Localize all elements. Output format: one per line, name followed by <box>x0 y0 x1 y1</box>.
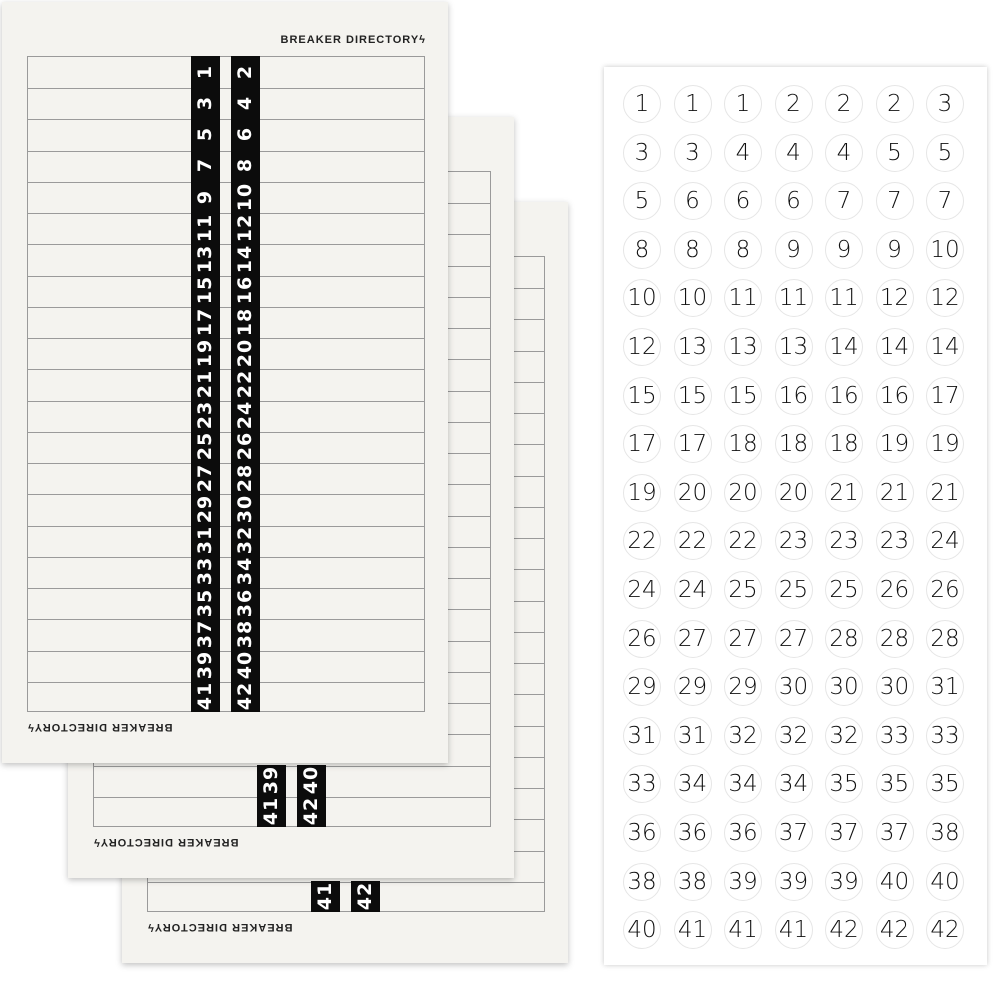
circuit-number-label <box>231 181 260 212</box>
circuit-number: 9 <box>194 189 217 204</box>
card-footer-title <box>93 836 238 848</box>
circuit-number-label <box>311 881 340 912</box>
circuit-number-label <box>231 681 260 712</box>
number-sticker: 39 <box>775 863 813 901</box>
circuit-number-label <box>231 212 260 243</box>
directory-row-line <box>28 151 424 152</box>
number-sticker: 36 <box>674 814 712 852</box>
circuit-number-label <box>231 150 260 181</box>
number-sticker: 20 <box>724 474 762 512</box>
number-sticker: 33 <box>623 765 661 803</box>
directory-row-line <box>94 797 490 798</box>
circuit-number-label <box>231 306 260 337</box>
number-sticker: 26 <box>876 571 914 609</box>
number-sticker: 8 <box>724 231 762 269</box>
circuit-number-label <box>191 150 220 181</box>
number-sticker: 9 <box>825 231 863 269</box>
number-sticker: 15 <box>623 377 661 415</box>
number-sticker: 8 <box>623 231 661 269</box>
number-sticker: 16 <box>825 377 863 415</box>
number-sticker: 42 <box>926 911 964 949</box>
directory-row-line <box>28 338 424 339</box>
number-sticker: 25 <box>775 571 813 609</box>
directory-row-line <box>28 619 424 620</box>
circuit-number: 5 <box>194 126 217 142</box>
card-footer-text: BREAKER DIRECTORY <box>153 921 293 933</box>
number-sticker: 18 <box>775 425 813 463</box>
number-sticker: 40 <box>876 863 914 901</box>
directory-grid <box>27 56 425 712</box>
circuit-number: 40 <box>300 765 323 795</box>
directory-row-line <box>28 651 424 652</box>
number-sticker: 31 <box>674 717 712 755</box>
circuit-number: 2 <box>234 64 257 79</box>
number-sticker: 41 <box>674 911 712 949</box>
number-sticker: 24 <box>674 571 712 609</box>
number-sticker: 17 <box>926 377 964 415</box>
number-sticker: 42 <box>876 911 914 949</box>
circuit-number: 6 <box>234 126 257 142</box>
number-sticker: 17 <box>674 425 712 463</box>
number-sticker: 12 <box>876 279 914 317</box>
directory-row-line <box>28 463 424 464</box>
number-sticker: 1 <box>674 85 712 123</box>
number-sticker: 33 <box>876 717 914 755</box>
number-sticker: 40 <box>623 911 661 949</box>
number-sticker: 4 <box>775 134 813 172</box>
circuit-number: 29 <box>194 494 217 524</box>
directory-row-line <box>28 88 424 89</box>
number-sticker: 25 <box>825 571 863 609</box>
number-sticker: 10 <box>926 231 964 269</box>
number-sticker: 27 <box>775 620 813 658</box>
circuit-number-label <box>191 118 220 149</box>
number-label-strip <box>231 56 260 712</box>
card-footer-text: BREAKER DIRECTORY <box>99 836 239 848</box>
circuit-number-label <box>231 118 260 149</box>
circuit-number: 42 <box>354 882 377 911</box>
number-sticker: 9 <box>775 231 813 269</box>
number-sticker: 9 <box>876 231 914 269</box>
circuit-number-label <box>231 618 260 649</box>
circuit-number-label <box>191 275 220 306</box>
number-sticker: 35 <box>876 765 914 803</box>
circuit-number: 41 <box>194 682 217 711</box>
lightning-bolt-icon: ϟ <box>93 836 100 848</box>
number-sticker: 30 <box>775 668 813 706</box>
number-sticker: 23 <box>876 522 914 560</box>
circuit-number: 39 <box>194 650 217 680</box>
number-sticker: 34 <box>674 765 712 803</box>
number-sticker: 24 <box>926 522 964 560</box>
circuit-number-label <box>231 56 260 87</box>
circuit-number: 1 <box>194 64 217 79</box>
circuit-number-label <box>191 650 220 681</box>
circuit-number-label <box>257 765 286 796</box>
number-sticker: 36 <box>724 814 762 852</box>
circuit-number: 27 <box>194 463 217 492</box>
directory-row-line <box>94 766 490 767</box>
circuit-number-label <box>191 525 220 556</box>
directory-row-line <box>148 882 544 883</box>
circuit-number-label <box>191 681 220 712</box>
number-sticker: 2 <box>876 85 914 123</box>
number-sticker: 3 <box>926 85 964 123</box>
number-sticker: 32 <box>825 717 863 755</box>
circuit-number: 18 <box>234 307 257 336</box>
number-sticker: 32 <box>775 717 813 755</box>
number-sticker: 14 <box>926 328 964 366</box>
directory-row-line <box>28 588 424 589</box>
circuit-number: 19 <box>194 338 217 367</box>
card-title <box>281 34 426 46</box>
number-sticker: 32 <box>724 717 762 755</box>
number-sticker: 24 <box>623 571 661 609</box>
circuit-number: 32 <box>234 525 257 555</box>
number-sticker: 5 <box>926 134 964 172</box>
number-sticker: 19 <box>926 425 964 463</box>
number-sticker: 30 <box>825 668 863 706</box>
number-sticker: 27 <box>674 620 712 658</box>
circuit-number: 37 <box>194 619 217 649</box>
circuit-number: 25 <box>194 432 217 461</box>
number-sticker: 6 <box>775 182 813 220</box>
number-sticker: 1 <box>724 85 762 123</box>
number-sticker: 28 <box>825 620 863 658</box>
number-sticker: 7 <box>876 182 914 220</box>
circuit-number-label <box>231 337 260 368</box>
circuit-number: 41 <box>260 797 283 826</box>
circuit-number: 42 <box>300 797 323 826</box>
circuit-number-label <box>231 400 260 431</box>
number-sticker: 6 <box>724 182 762 220</box>
number-sticker: 11 <box>825 279 863 317</box>
number-sticker: 25 <box>724 571 762 609</box>
circuit-number: 7 <box>194 158 217 173</box>
circuit-number-label <box>191 556 220 587</box>
circuit-number-label <box>257 796 286 827</box>
circuit-number: 36 <box>234 588 257 617</box>
number-sticker: 1 <box>623 85 661 123</box>
circuit-number-label <box>191 337 220 368</box>
circuit-number: 40 <box>234 650 257 680</box>
circuit-number: 11 <box>194 213 217 243</box>
number-sticker: 29 <box>623 668 661 706</box>
number-sticker: 15 <box>674 377 712 415</box>
number-sticker: 11 <box>724 279 762 317</box>
circuit-number: 3 <box>194 95 217 110</box>
circuit-number-label <box>191 431 220 462</box>
circuit-number: 10 <box>234 182 257 211</box>
directory-row-line <box>28 526 424 527</box>
number-sticker: 38 <box>623 863 661 901</box>
number-sticker: 10 <box>674 279 712 317</box>
circuit-number-label <box>231 462 260 493</box>
number-sticker: 28 <box>876 620 914 658</box>
circuit-number: 38 <box>234 619 257 649</box>
number-sticker: 36 <box>623 814 661 852</box>
number-sticker: 22 <box>724 522 762 560</box>
circuit-number-label <box>191 368 220 399</box>
number-sticker: 2 <box>825 85 863 123</box>
directory-row-line <box>28 682 424 683</box>
circuit-number: 26 <box>234 432 257 461</box>
circuit-number: 23 <box>194 400 217 430</box>
number-sticker: 5 <box>876 134 914 172</box>
number-sticker: 23 <box>775 522 813 560</box>
directory-row-line <box>28 244 424 245</box>
number-sticker: 13 <box>674 328 712 366</box>
number-sticker: 14 <box>876 328 914 366</box>
number-sticker: 39 <box>825 863 863 901</box>
circuit-number-label <box>191 306 220 337</box>
number-sticker: 21 <box>876 474 914 512</box>
number-sticker: 19 <box>876 425 914 463</box>
circuit-number: 21 <box>194 369 217 399</box>
circuit-number-label <box>231 525 260 556</box>
circuit-number-label <box>231 431 260 462</box>
number-sticker: 28 <box>926 620 964 658</box>
number-sticker: 14 <box>825 328 863 366</box>
directory-row-line <box>28 119 424 120</box>
card-footer-title <box>27 721 172 733</box>
number-sticker: 33 <box>926 717 964 755</box>
circuit-number: 24 <box>234 400 257 430</box>
number-sticker: 41 <box>775 911 813 949</box>
circuit-number: 8 <box>234 158 257 173</box>
number-sticker: 16 <box>876 377 914 415</box>
number-sticker: 35 <box>825 765 863 803</box>
number-sticker: 5 <box>623 182 661 220</box>
number-sticker: 31 <box>623 717 661 755</box>
number-sticker: 39 <box>724 863 762 901</box>
number-sticker: 10 <box>623 279 661 317</box>
circuit-number: 35 <box>194 588 217 617</box>
circuit-number: 28 <box>234 463 257 492</box>
number-sticker: 2 <box>775 85 813 123</box>
number-sticker: 18 <box>724 425 762 463</box>
circuit-number-label <box>191 243 220 274</box>
number-sticker: 11 <box>775 279 813 317</box>
circuit-number-label <box>231 556 260 587</box>
circuit-number: 15 <box>194 276 217 305</box>
number-sticker: 37 <box>876 814 914 852</box>
card-footer-text: BREAKER DIRECTORY <box>33 721 173 733</box>
number-sticker: 41 <box>724 911 762 949</box>
circuit-number: 4 <box>234 95 257 110</box>
number-sticker: 3 <box>674 134 712 172</box>
number-sticker: 37 <box>825 814 863 852</box>
number-sticker: 26 <box>926 571 964 609</box>
circuit-number-label <box>297 796 326 827</box>
circuit-number: 13 <box>194 244 217 274</box>
number-sticker: 21 <box>926 474 964 512</box>
directory-row-line <box>28 213 424 214</box>
circuit-number: 34 <box>234 557 257 586</box>
circuit-number-label <box>191 587 220 618</box>
number-sticker: 27 <box>724 620 762 658</box>
number-sticker: 15 <box>724 377 762 415</box>
directory-row-line <box>28 494 424 495</box>
number-sticker: 8 <box>674 231 712 269</box>
circuit-number: 17 <box>194 307 217 336</box>
circuit-number-label <box>231 650 260 681</box>
number-sticker: 6 <box>674 182 712 220</box>
circuit-number-label <box>231 275 260 306</box>
sticker-sheet <box>604 67 987 965</box>
number-sticker: 16 <box>775 377 813 415</box>
number-sticker: 3 <box>623 134 661 172</box>
circuit-number: 16 <box>234 276 257 305</box>
number-sticker: 12 <box>623 328 661 366</box>
circuit-number-label <box>231 368 260 399</box>
circuit-number-label <box>191 462 220 493</box>
number-sticker: 12 <box>926 279 964 317</box>
number-sticker: 42 <box>825 911 863 949</box>
circuit-number: 33 <box>194 557 217 586</box>
number-sticker: 19 <box>623 474 661 512</box>
circuit-number-label <box>191 87 220 118</box>
number-sticker: 31 <box>926 668 964 706</box>
number-label-strip <box>191 56 220 712</box>
circuit-number-label <box>231 493 260 524</box>
number-sticker: 23 <box>825 522 863 560</box>
circuit-number: 22 <box>234 369 257 399</box>
lightning-bolt-icon: ϟ <box>147 921 154 933</box>
card-title-text: BREAKER DIRECTORY <box>280 34 420 46</box>
number-sticker: 22 <box>623 522 661 560</box>
circuit-number-label <box>191 56 220 87</box>
number-sticker: 4 <box>825 134 863 172</box>
circuit-number-label <box>297 765 326 796</box>
number-sticker: 4 <box>724 134 762 172</box>
number-sticker: 38 <box>926 814 964 852</box>
number-sticker: 34 <box>775 765 813 803</box>
number-sticker: 40 <box>926 863 964 901</box>
number-sticker: 29 <box>724 668 762 706</box>
number-sticker: 37 <box>775 814 813 852</box>
circuit-number: 41 <box>314 882 337 911</box>
number-sticker: 29 <box>674 668 712 706</box>
number-sticker: 20 <box>775 474 813 512</box>
circuit-number: 42 <box>234 682 257 711</box>
number-sticker: 34 <box>724 765 762 803</box>
number-sticker: 22 <box>674 522 712 560</box>
number-sticker: 20 <box>674 474 712 512</box>
circuit-number-label <box>351 881 380 912</box>
number-sticker: 18 <box>825 425 863 463</box>
circuit-number: 12 <box>234 213 257 243</box>
directory-row-line <box>28 557 424 558</box>
circuit-number-label <box>191 493 220 524</box>
number-sticker: 13 <box>724 328 762 366</box>
number-sticker: 38 <box>674 863 712 901</box>
directory-row-line <box>28 276 424 277</box>
directory-row-line <box>28 432 424 433</box>
circuit-number-label <box>191 181 220 212</box>
number-sticker: 17 <box>623 425 661 463</box>
number-sticker: 26 <box>623 620 661 658</box>
directory-card-front <box>2 2 448 763</box>
circuit-number: 14 <box>234 244 257 274</box>
circuit-number: 20 <box>234 338 257 367</box>
directory-row-line <box>28 369 424 370</box>
lightning-bolt-icon: ϟ <box>419 34 426 46</box>
number-sticker: 13 <box>775 328 813 366</box>
number-sticker: 30 <box>876 668 914 706</box>
number-sticker: 21 <box>825 474 863 512</box>
circuit-number: 39 <box>260 765 283 795</box>
lightning-bolt-icon: ϟ <box>27 721 34 733</box>
circuit-number-label <box>191 212 220 243</box>
card-footer-title <box>147 921 292 933</box>
number-sticker: 7 <box>825 182 863 220</box>
number-sticker: 7 <box>926 182 964 220</box>
circuit-number-label <box>231 87 260 118</box>
circuit-number-label <box>231 587 260 618</box>
directory-row-line <box>28 182 424 183</box>
circuit-number-label <box>231 243 260 274</box>
circuit-number-label <box>191 618 220 649</box>
number-sticker: 35 <box>926 765 964 803</box>
circuit-number: 31 <box>194 525 217 555</box>
directory-row-line <box>28 307 424 308</box>
directory-row-line <box>28 401 424 402</box>
circuit-number: 30 <box>234 494 257 524</box>
circuit-number-label <box>191 400 220 431</box>
